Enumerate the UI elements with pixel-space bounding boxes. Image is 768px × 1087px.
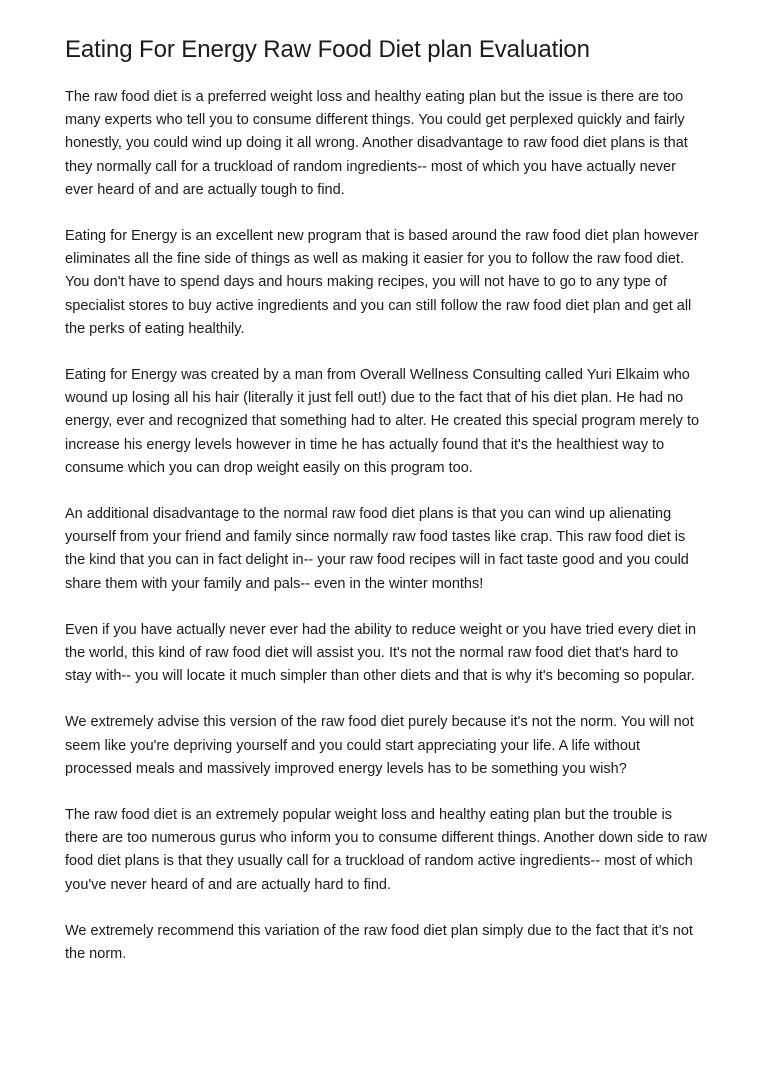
- paragraph: Eating for Energy is an excellent new program that is based around the raw food diet plan however eliminates all the fine side of things as well as making it easier for you to follow the raw food diet. You don't have to spend days and hours making recipes, you will not have to go to any type of specialist stores to buy active ingredients and you can still follow the raw food diet plan and get all the perks of eating healthily.: [65, 228, 699, 337]
- paragraph: The raw food diet is a preferred weight loss and healthy eating plan but the issue is there are too many experts who tell you to consume different things. You could get perplexed quickly and fairly honestly, you could wind up doing it all wrong. Another disadvantage to raw food diet plans is that they normally call for a truckload of random ingredients-- most of which you have actually never ever heard of and are actually tough to find.: [65, 89, 688, 198]
- paragraph: Eating for Energy was created by a man from Overall Wellness Consulting called Yuri Elkaim who wound up losing all his hair (literally it just fell out!) due to the fact that of his diet plan. He had no energy, ever and recognized that something had to alter. He created this special program merely to increase his energy levels however in time he has actually found that it's the healthiest way to consume which you can drop weight easily on this program too.: [65, 367, 700, 476]
- document-body: [65, 86, 708, 966]
- paragraph: We extremely advise this version of the raw food diet purely because it's not the norm. You will not seem like you're depriving yourself and you could start appreciating your life. A life without processed meals and massively improved energy levels has to be something you wish?: [65, 714, 694, 777]
- paragraph: An additional disadvantage to the normal raw food diet plans is that you can wind up alienating yourself from your friend and family since normally raw food tastes like crap. This raw food diet is the kind that you can in fact delight in-- your raw food recipes will in fact taste good and you could share them with your family and pals-- even in the winter months!: [65, 506, 689, 592]
- document-title: Eating For Energy Raw Food Diet plan Evaluation: [65, 36, 590, 63]
- paragraph: The raw food diet is an extremely popular weight loss and healthy eating plan but the trouble is there are too numerous gurus who inform you to consume different things. Another down side to raw food diet plans is that they usually call for a truckload of random active ingredients-- most of which you've never heard of and are actually hard to find.: [65, 807, 708, 893]
- paragraph: Even if you have actually never ever had the ability to reduce weight or you have tried every diet in the world, this kind of raw food diet will assist you. It's not the normal raw food diet that's hard to stay with-- you will locate it much simpler than other diets and that is why it's becoming so popular.: [65, 621, 697, 685]
- paragraph: We extremely recommend this variation of the raw food diet plan simply due to the fact that it's not the norm.: [65, 922, 693, 963]
